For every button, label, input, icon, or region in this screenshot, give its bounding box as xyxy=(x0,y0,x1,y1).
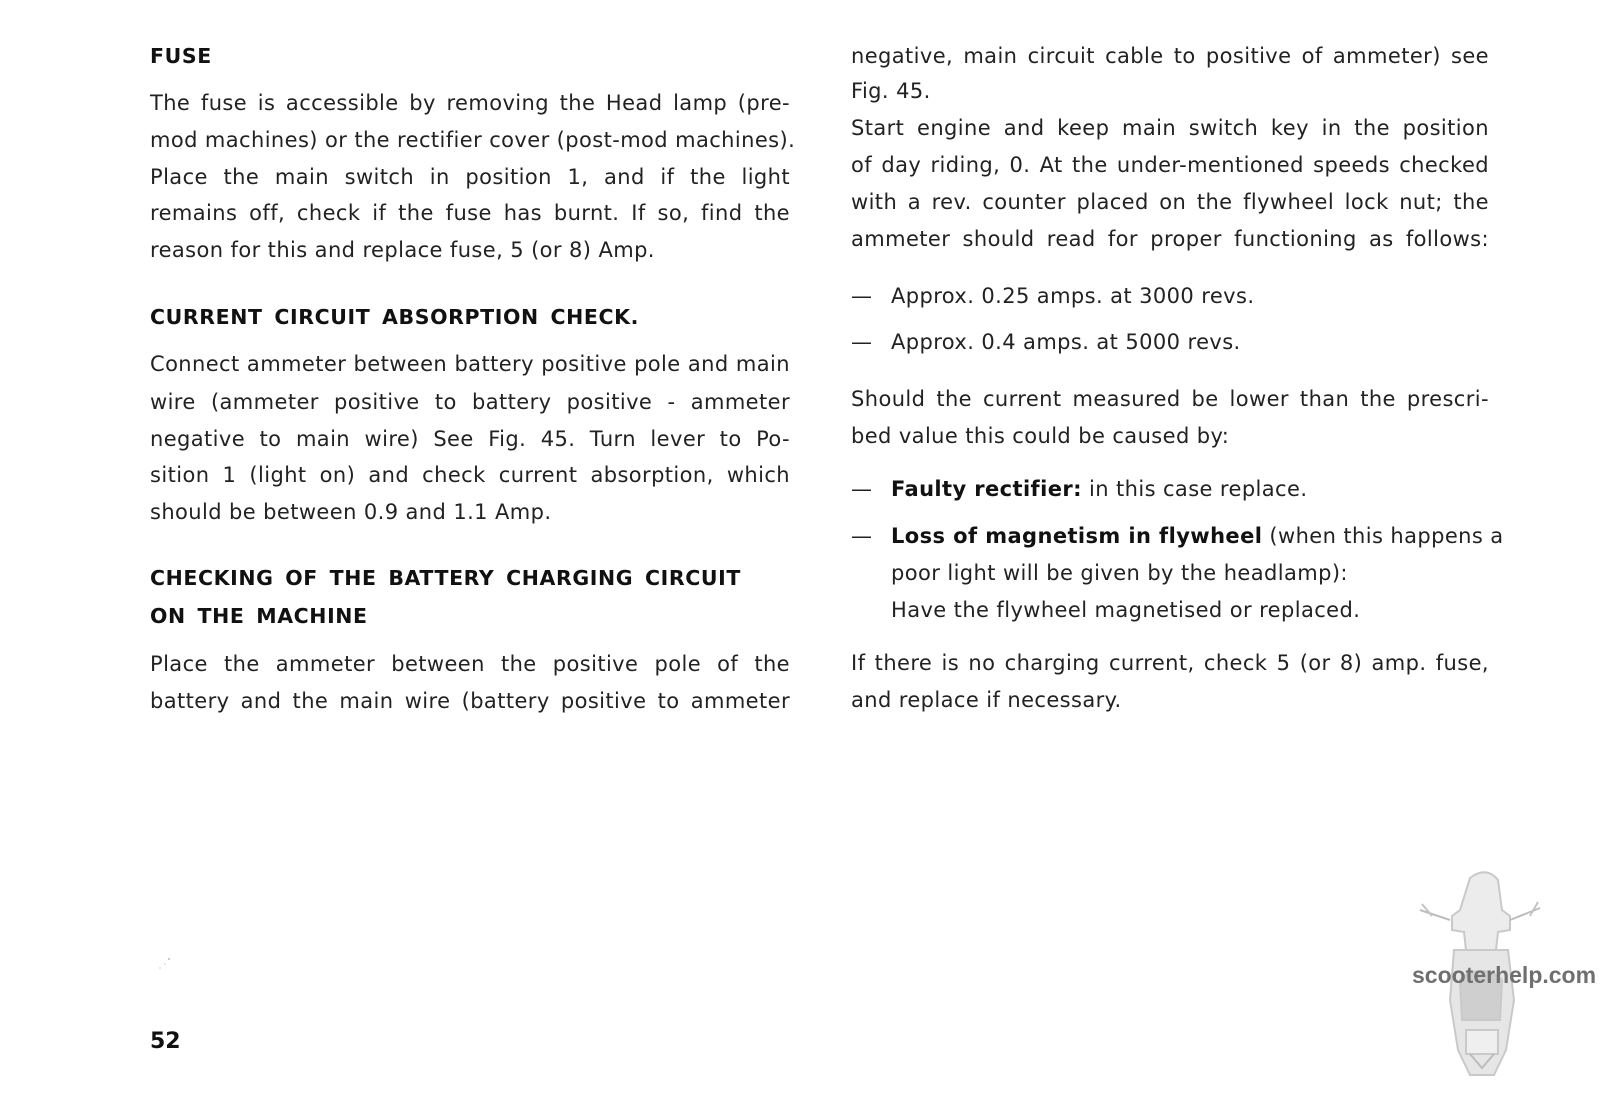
continuation-line: Fig. 45. xyxy=(851,79,931,103)
page-number: 52 xyxy=(150,1029,181,1054)
scan-speck xyxy=(155,955,179,973)
fuse-text-line: The fuse is accessible by removing the Head lamp (pre- xyxy=(150,91,790,115)
cause-continuation-line: poor light will be given by the headlamp): xyxy=(891,561,1348,585)
charging-heading-line2: ON THE MACHINE xyxy=(150,604,368,628)
dash-marker: — xyxy=(851,330,873,354)
final-line: and replace if necessary. xyxy=(851,688,1122,712)
absorption-heading: CURRENT CIRCUIT ABSORPTION CHECK. xyxy=(150,305,639,329)
cause-bold-label: Loss of magnetism in flywheel xyxy=(891,524,1263,548)
cause-text: in this case replace. xyxy=(1088,477,1308,501)
reading-text: Approx. 0.25 amps. at 3000 revs. xyxy=(891,284,1255,308)
absorption-text-line: wire (ammeter positive to battery positive - ammeter xyxy=(150,390,790,414)
charging-text-line: Place the ammeter between the positive pole of the xyxy=(150,652,790,676)
cause-bold-label: Faulty rectifier: xyxy=(891,477,1082,501)
fuse-text-line: mod machines) or the rectifier cover (post-mod machines). xyxy=(150,128,796,152)
absorption-text-line: Connect ammeter between battery positive pole and main xyxy=(150,352,790,376)
absorption-text-line: negative to main wire) See Fig. 45. Turn lever to Po- xyxy=(150,427,790,451)
absorption-text-line: sition 1 (light on) and check current absorption, which xyxy=(150,463,790,487)
lower-line: Should the current measured be lower than the prescri- xyxy=(851,387,1489,411)
continuation-line: negative, main circuit cable to positive of ammeter) see xyxy=(851,44,1489,68)
reading-text: Approx. 0.4 amps. at 5000 revs. xyxy=(891,330,1241,354)
fuse-text-line: reason for this and replace fuse, 5 (or 8) Amp. xyxy=(150,238,655,262)
cause-continuation-line: Have the flywheel magnetised or replaced. xyxy=(891,598,1361,622)
reading-item xyxy=(851,284,1489,308)
dash-marker: — xyxy=(851,477,873,501)
charging-text-line: battery and the main wire (battery positive to ammeter xyxy=(150,689,790,713)
procedure-line: of day riding, 0. At the under-mentioned speeds checked xyxy=(851,153,1489,177)
procedure-line: with a rev. counter placed on the flywheel lock nut; the xyxy=(851,190,1489,214)
absorption-text-line: should be between 0.9 and 1.1 Amp. xyxy=(150,500,552,524)
cause-item-flywheel xyxy=(851,524,1504,548)
lower-line: bed value this could be caused by: xyxy=(851,424,1230,448)
watermark-text: scooterhelp.com xyxy=(1412,962,1597,988)
fuse-text-line: Place the main switch in position 1, and if the light xyxy=(150,165,790,189)
procedure-line: ammeter should read for proper functioning as follows: xyxy=(851,227,1489,251)
cause-item-rectifier xyxy=(851,477,1489,501)
cause-text: (when this happens a xyxy=(1269,524,1504,548)
charging-heading-line1: CHECKING OF THE BATTERY CHARGING CIRCUIT xyxy=(150,566,741,590)
dash-marker: — xyxy=(851,524,873,548)
procedure-line: Start engine and keep main switch key in the position xyxy=(851,116,1489,140)
dash-marker: — xyxy=(851,284,873,308)
fuse-text-line: remains off, check if the fuse has burnt. If so, find the xyxy=(150,201,790,225)
fuse-heading: FUSE xyxy=(150,44,212,68)
reading-item xyxy=(851,330,1489,354)
final-line: If there is no charging current, check 5 (or 8) amp. fuse, xyxy=(851,651,1489,675)
